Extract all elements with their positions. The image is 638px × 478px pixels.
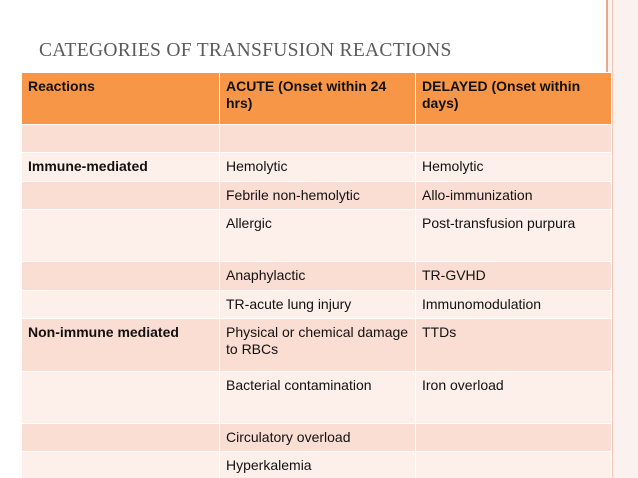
table-cell-category (22, 262, 220, 291)
header-acute: ACUTE (Onset within 24 hrs) (220, 73, 416, 125)
table-row (22, 452, 612, 478)
table-row (22, 319, 612, 372)
decorative-edge-line-thin (612, 0, 613, 478)
table-cell-acute: TR-acute lung injury (220, 291, 416, 319)
table-row (22, 153, 612, 182)
table-cell-delayed: Immunomodulation (416, 291, 612, 319)
table-cell-delayed: Allo-immunization (416, 182, 612, 210)
table-cell-category (22, 125, 220, 153)
table-cell-acute: Anaphylactic (220, 262, 416, 291)
table-cell-delayed: TTDs (416, 319, 612, 372)
table-cell-category (22, 424, 220, 452)
table-cell-acute (220, 125, 416, 153)
table-cell-category (22, 372, 220, 424)
transfusion-reactions-table (21, 72, 612, 478)
table-cell-acute: Allergic (220, 210, 416, 262)
table-cell-delayed: Post-transfusion purpura (416, 210, 612, 262)
table-cell-delayed: Iron overload (416, 372, 612, 424)
slide-title: CATEGORIES OF TRANSFUSION REACTIONS (39, 40, 452, 61)
table-row (22, 210, 612, 262)
table-cell-category: Non-immune mediated (22, 319, 220, 372)
table-cell-acute: Hemolytic (220, 153, 416, 182)
table-cell-delayed (416, 125, 612, 153)
table-cell-delayed (416, 452, 612, 478)
table-cell-acute: Circulatory overload (220, 424, 416, 452)
header-reactions: Reactions (22, 73, 220, 125)
table-cell-category (22, 452, 220, 478)
table-cell-category (22, 291, 220, 319)
table-row (22, 262, 612, 291)
table-cell-delayed: TR-GVHD (416, 262, 612, 291)
table-header-row (22, 73, 612, 125)
table-cell-acute: Bacterial contamination (220, 372, 416, 424)
table-cell-acute: Physical or chemical damage to RBCs (220, 319, 416, 372)
table-row (22, 182, 612, 210)
table-row (22, 424, 612, 452)
header-delayed: DELAYED (Onset within days) (416, 73, 612, 125)
table-cell-acute: Febrile non-hemolytic (220, 182, 416, 210)
table-cell-acute: Hyperkalemia (220, 452, 416, 478)
table-cell-category: Immune-mediated (22, 153, 220, 182)
table-row (22, 125, 612, 153)
table-row (22, 372, 612, 424)
table-cell-delayed: Hemolytic (416, 153, 612, 182)
table-row (22, 291, 612, 319)
table-cell-category (22, 182, 220, 210)
table-cell-category (22, 210, 220, 262)
table-cell-delayed (416, 424, 612, 452)
